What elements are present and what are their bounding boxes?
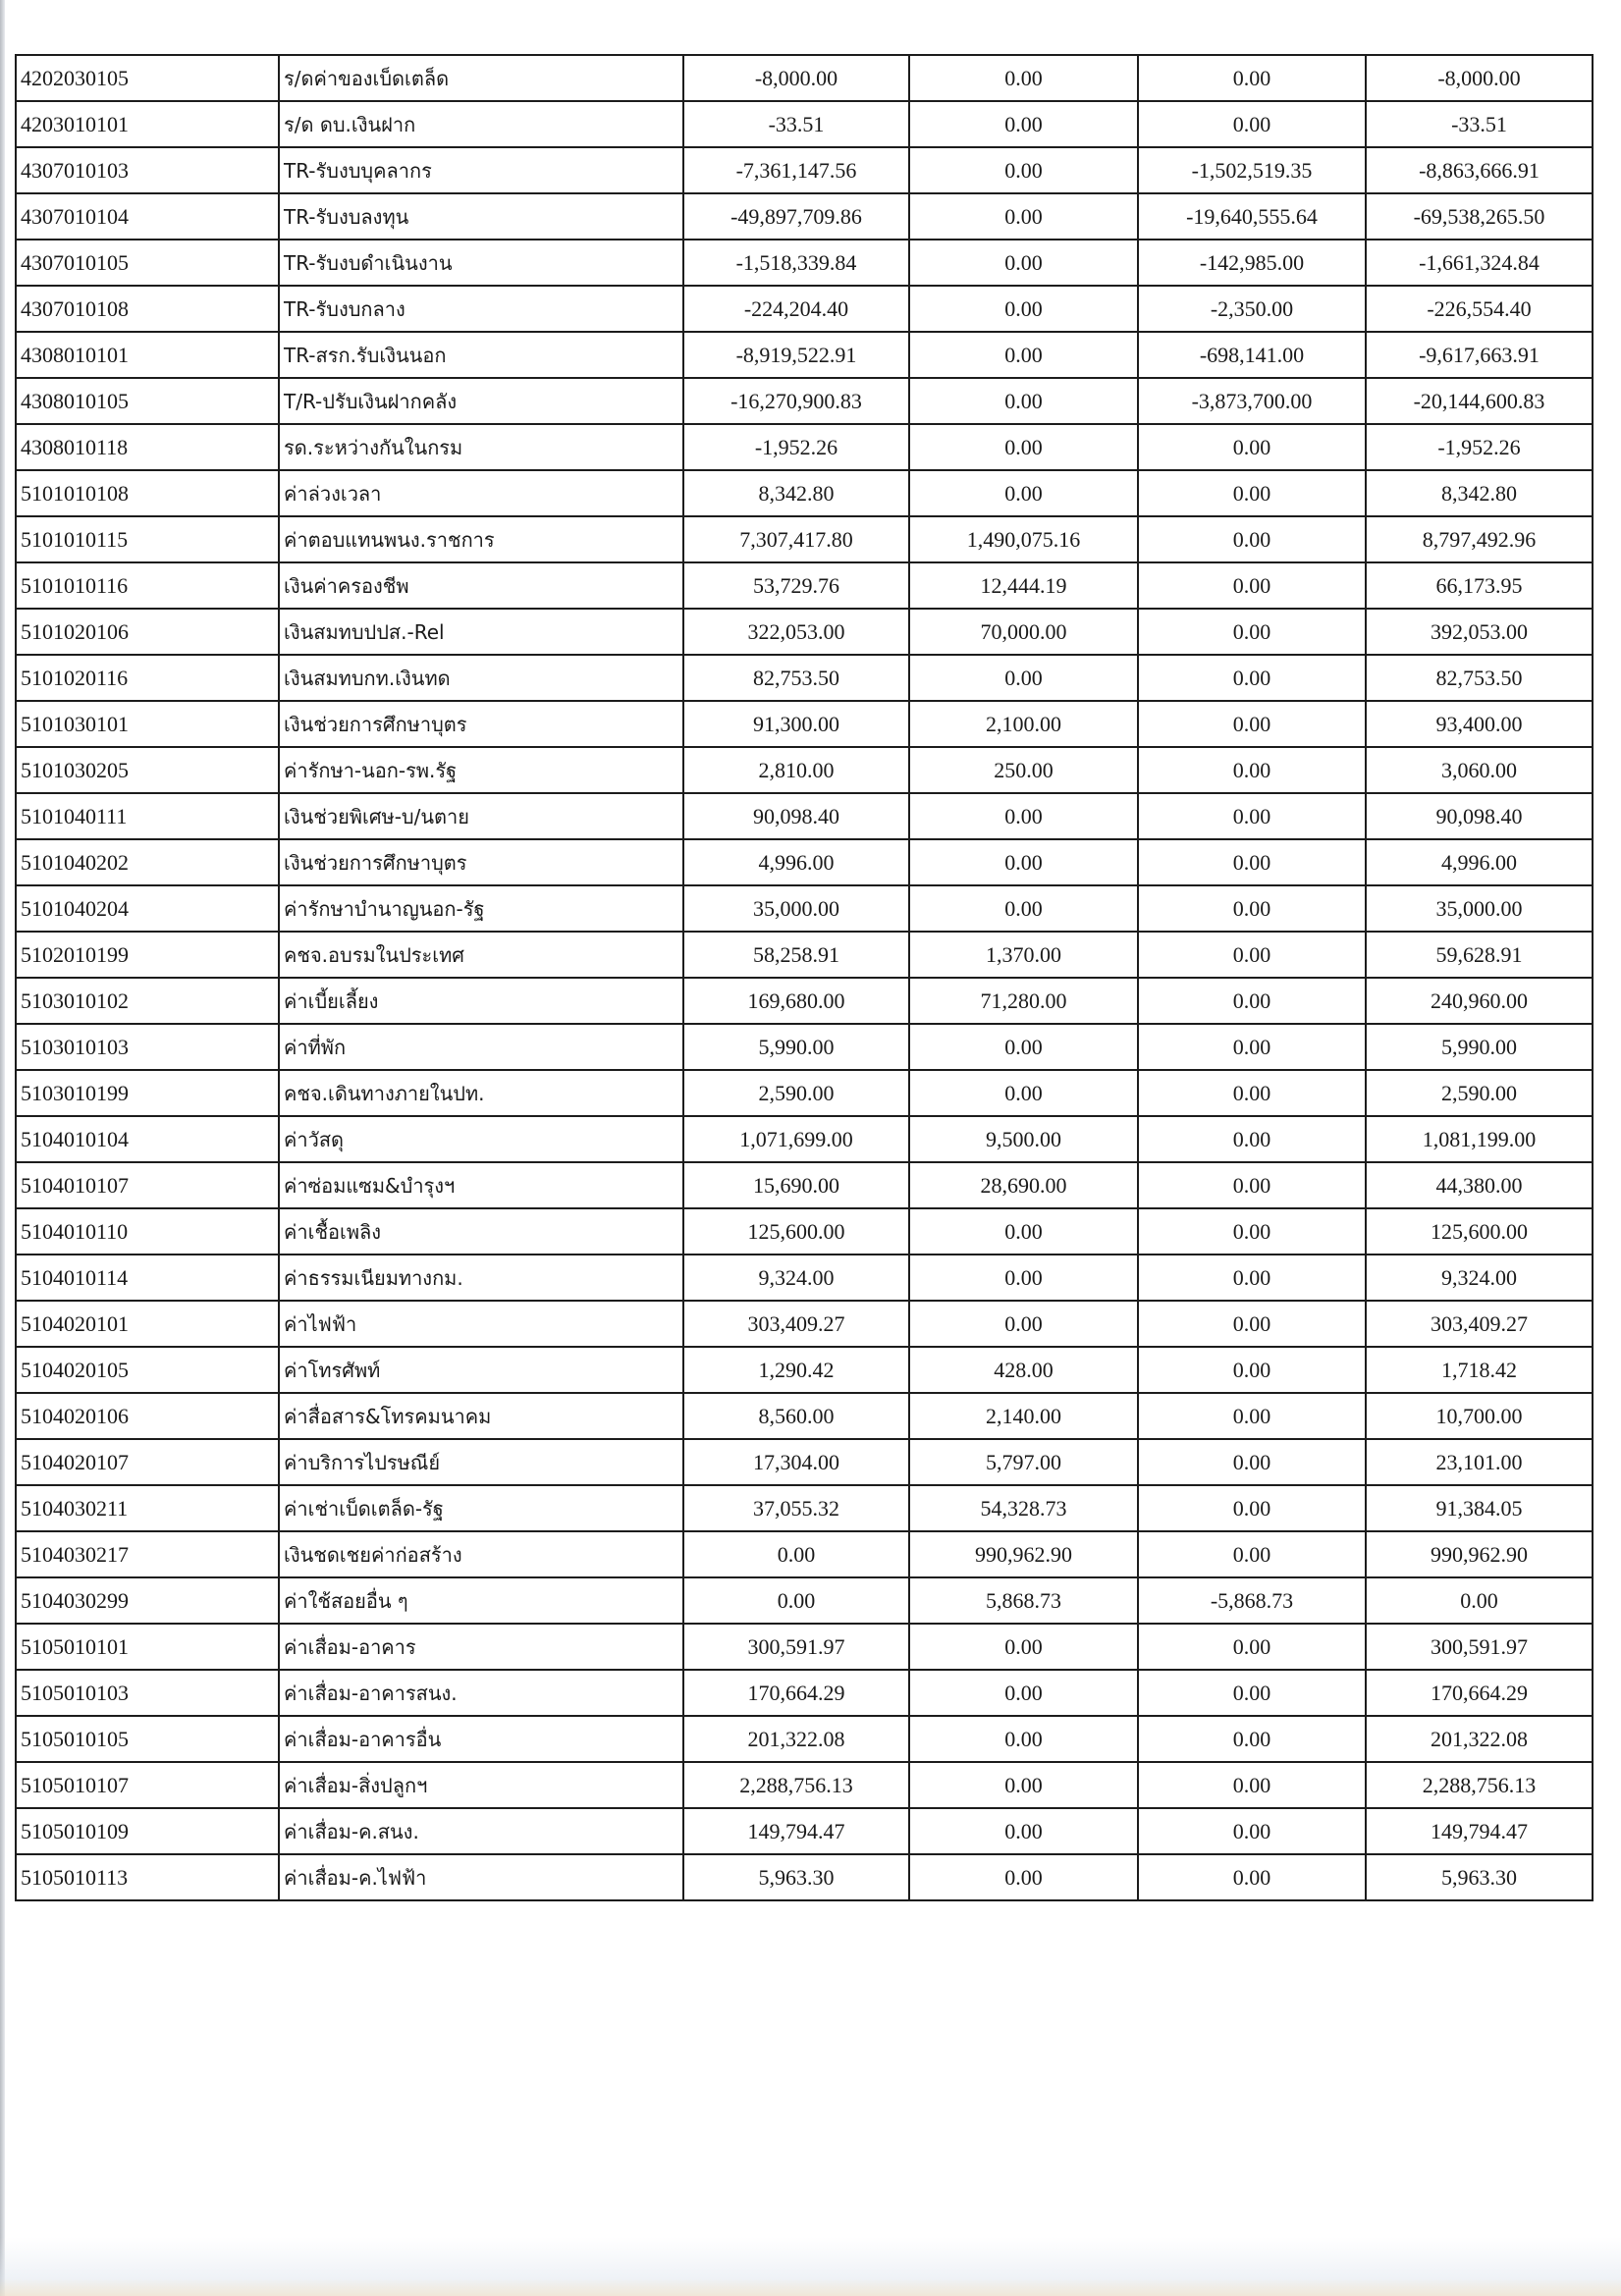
- amount-column-1: 125,600.00: [683, 1208, 909, 1255]
- table-row: [16, 701, 1593, 747]
- amount-column-1: 300,591.97: [683, 1624, 909, 1670]
- scan-bottom-shading: [0, 2237, 1621, 2296]
- amount-column-4: 90,098.40: [1366, 793, 1593, 839]
- account-code: 5103010103: [16, 1024, 279, 1070]
- amount-column-3: -5,868.73: [1138, 1577, 1366, 1624]
- account-description: เงินค่าครองชีพ: [279, 562, 683, 609]
- account-code: 5105010101: [16, 1624, 279, 1670]
- account-code: 5105010113: [16, 1854, 279, 1900]
- account-description: TR-รับงบดำเนินงาน: [279, 240, 683, 286]
- amount-column-4: 990,962.90: [1366, 1531, 1593, 1577]
- amount-column-3: 0.00: [1138, 1762, 1366, 1808]
- amount-column-2: 1,370.00: [909, 932, 1138, 978]
- amount-column-3: 0.00: [1138, 655, 1366, 701]
- account-description: เงินช่วยการศึกษาบุตร: [279, 701, 683, 747]
- amount-column-1: 37,055.32: [683, 1485, 909, 1531]
- amount-column-4: -1,952.26: [1366, 424, 1593, 470]
- amount-column-3: 0.00: [1138, 1854, 1366, 1900]
- table-row: [16, 1301, 1593, 1347]
- amount-column-1: 170,664.29: [683, 1670, 909, 1716]
- account-description: ค่าไฟฟ้า: [279, 1301, 683, 1347]
- table-row: [16, 147, 1593, 193]
- amount-column-3: 0.00: [1138, 424, 1366, 470]
- account-code: 4307010105: [16, 240, 279, 286]
- account-description: คชจ.เดินทางภายในปท.: [279, 1070, 683, 1116]
- amount-column-1: 1,290.42: [683, 1347, 909, 1393]
- account-description: ค่าโทรศัพท์: [279, 1347, 683, 1393]
- amount-column-2: 0.00: [909, 424, 1138, 470]
- amount-column-4: 170,664.29: [1366, 1670, 1593, 1716]
- amount-column-2: 0.00: [909, 55, 1138, 101]
- amount-column-4: -1,661,324.84: [1366, 240, 1593, 286]
- amount-column-1: -8,919,522.91: [683, 332, 909, 378]
- amount-column-1: 35,000.00: [683, 885, 909, 932]
- amount-column-1: 201,322.08: [683, 1716, 909, 1762]
- account-description: เงินสมทบปปส.-Rel: [279, 609, 683, 655]
- amount-column-1: 1,071,699.00: [683, 1116, 909, 1162]
- amount-column-3: 0.00: [1138, 470, 1366, 516]
- table-row: [16, 885, 1593, 932]
- amount-column-3: 0.00: [1138, 1808, 1366, 1854]
- table-row: [16, 378, 1593, 424]
- account-code: 4307010108: [16, 286, 279, 332]
- amount-column-1: 58,258.91: [683, 932, 909, 978]
- account-description: T/R-ปรับเงินฝากคลัง: [279, 378, 683, 424]
- amount-column-4: 5,990.00: [1366, 1024, 1593, 1070]
- amount-column-1: 2,590.00: [683, 1070, 909, 1116]
- amount-column-2: 5,797.00: [909, 1439, 1138, 1485]
- table-row: [16, 470, 1593, 516]
- amount-column-4: -33.51: [1366, 101, 1593, 147]
- amount-column-2: 0.00: [909, 885, 1138, 932]
- amount-column-3: 0.00: [1138, 1070, 1366, 1116]
- amount-column-4: 23,101.00: [1366, 1439, 1593, 1485]
- amount-column-2: 0.00: [909, 286, 1138, 332]
- account-code: 5101040111: [16, 793, 279, 839]
- amount-column-2: 250.00: [909, 747, 1138, 793]
- amount-column-2: 0.00: [909, 1024, 1138, 1070]
- account-code: 4203010101: [16, 101, 279, 147]
- ledger-body: [16, 55, 1593, 1900]
- account-description: ค่าเสื่อม-สิ่งปลูกฯ: [279, 1762, 683, 1808]
- amount-column-4: 9,324.00: [1366, 1255, 1593, 1301]
- amount-column-4: 2,590.00: [1366, 1070, 1593, 1116]
- account-description: เงินสมทบกท.เงินทด: [279, 655, 683, 701]
- amount-column-4: 0.00: [1366, 1577, 1593, 1624]
- account-code: 5101040202: [16, 839, 279, 885]
- amount-column-4: 5,963.30: [1366, 1854, 1593, 1900]
- amount-column-2: 5,868.73: [909, 1577, 1138, 1624]
- account-description: ค่าเสื่อม-อาคาร: [279, 1624, 683, 1670]
- account-description: ค่าที่พัก: [279, 1024, 683, 1070]
- amount-column-1: 2,810.00: [683, 747, 909, 793]
- amount-column-1: -224,204.40: [683, 286, 909, 332]
- amount-column-2: 71,280.00: [909, 978, 1138, 1024]
- account-description: ร/ดค่าของเบ็ดเตล็ด: [279, 55, 683, 101]
- amount-column-1: 7,307,417.80: [683, 516, 909, 562]
- account-code: 5101030101: [16, 701, 279, 747]
- amount-column-4: 35,000.00: [1366, 885, 1593, 932]
- amount-column-3: 0.00: [1138, 978, 1366, 1024]
- account-code: 5104010104: [16, 1116, 279, 1162]
- amount-column-3: 0.00: [1138, 1531, 1366, 1577]
- amount-column-3: 0.00: [1138, 1347, 1366, 1393]
- account-code: 5105010109: [16, 1808, 279, 1854]
- scan-edge-shadow: [0, 0, 5, 2296]
- amount-column-1: 9,324.00: [683, 1255, 909, 1301]
- amount-column-3: 0.00: [1138, 562, 1366, 609]
- account-description: รด.ระหว่างกันในกรม: [279, 424, 683, 470]
- amount-column-2: 2,140.00: [909, 1393, 1138, 1439]
- amount-column-4: 240,960.00: [1366, 978, 1593, 1024]
- account-description: ค่ารักษา-นอก-รพ.รัฐ: [279, 747, 683, 793]
- amount-column-2: 0.00: [909, 1854, 1138, 1900]
- table-row: [16, 424, 1593, 470]
- amount-column-2: 428.00: [909, 1347, 1138, 1393]
- table-row: [16, 1577, 1593, 1624]
- account-code: 4308010118: [16, 424, 279, 470]
- amount-column-2: 0.00: [909, 1762, 1138, 1808]
- account-description: TR-รับงบลงทุน: [279, 193, 683, 240]
- amount-column-2: 0.00: [909, 655, 1138, 701]
- amount-column-4: 125,600.00: [1366, 1208, 1593, 1255]
- amount-column-3: 0.00: [1138, 1670, 1366, 1716]
- table-row: [16, 747, 1593, 793]
- amount-column-3: 0.00: [1138, 1393, 1366, 1439]
- amount-column-4: 3,060.00: [1366, 747, 1593, 793]
- table-row: [16, 516, 1593, 562]
- account-code: 5101010108: [16, 470, 279, 516]
- account-description: เงินช่วยการศึกษาบุตร: [279, 839, 683, 885]
- amount-column-3: 0.00: [1138, 932, 1366, 978]
- amount-column-3: -3,873,700.00: [1138, 378, 1366, 424]
- table-row: [16, 1854, 1593, 1900]
- table-row: [16, 1716, 1593, 1762]
- amount-column-4: 303,409.27: [1366, 1301, 1593, 1347]
- amount-column-2: 0.00: [909, 1624, 1138, 1670]
- amount-column-4: 300,591.97: [1366, 1624, 1593, 1670]
- amount-column-2: 0.00: [909, 240, 1138, 286]
- amount-column-1: -1,518,339.84: [683, 240, 909, 286]
- table-row: [16, 286, 1593, 332]
- amount-column-4: 66,173.95: [1366, 562, 1593, 609]
- account-description: ค่าบริการไปรษณีย์: [279, 1439, 683, 1485]
- account-code: 4307010103: [16, 147, 279, 193]
- account-code: 5104010107: [16, 1162, 279, 1208]
- amount-column-2: 0.00: [909, 332, 1138, 378]
- table-row: [16, 609, 1593, 655]
- account-description: ค่าเบี้ยเลี้ยง: [279, 978, 683, 1024]
- amount-column-2: 0.00: [909, 1255, 1138, 1301]
- account-description: ค่าเชื้อเพลิง: [279, 1208, 683, 1255]
- account-code: 5101020106: [16, 609, 279, 655]
- account-code: 5103010199: [16, 1070, 279, 1116]
- amount-column-4: -9,617,663.91: [1366, 332, 1593, 378]
- amount-column-1: 91,300.00: [683, 701, 909, 747]
- table-row: [16, 101, 1593, 147]
- table-row: [16, 655, 1593, 701]
- account-description: ค่าวัสดุ: [279, 1116, 683, 1162]
- account-code: 5103010102: [16, 978, 279, 1024]
- table-row: [16, 1670, 1593, 1716]
- table-row: [16, 1485, 1593, 1531]
- amount-column-2: 28,690.00: [909, 1162, 1138, 1208]
- amount-column-4: 59,628.91: [1366, 932, 1593, 978]
- amount-column-2: 0.00: [909, 378, 1138, 424]
- amount-column-3: 0.00: [1138, 1439, 1366, 1485]
- account-description: ค่าซ่อมแซม&บำรุงฯ: [279, 1162, 683, 1208]
- account-code: 5104030299: [16, 1577, 279, 1624]
- account-code: 4202030105: [16, 55, 279, 101]
- amount-column-3: 0.00: [1138, 1116, 1366, 1162]
- table-row: [16, 332, 1593, 378]
- table-row: [16, 1347, 1593, 1393]
- amount-column-2: 0.00: [909, 193, 1138, 240]
- table-row: [16, 240, 1593, 286]
- table-row: [16, 1116, 1593, 1162]
- amount-column-1: 8,342.80: [683, 470, 909, 516]
- amount-column-2: 54,328.73: [909, 1485, 1138, 1531]
- table-row: [16, 1624, 1593, 1670]
- amount-column-3: 0.00: [1138, 1208, 1366, 1255]
- amount-column-3: 0.00: [1138, 1255, 1366, 1301]
- account-description: ร/ด ดบ.เงินฝาก: [279, 101, 683, 147]
- table-row: [16, 55, 1593, 101]
- amount-column-2: 2,100.00: [909, 701, 1138, 747]
- account-code: 5104020105: [16, 1347, 279, 1393]
- amount-column-4: 1,081,199.00: [1366, 1116, 1593, 1162]
- amount-column-3: 0.00: [1138, 793, 1366, 839]
- amount-column-1: 5,990.00: [683, 1024, 909, 1070]
- table-row: [16, 1162, 1593, 1208]
- account-description: เงินชดเชยค่าก่อสร้าง: [279, 1531, 683, 1577]
- account-code: 5105010103: [16, 1670, 279, 1716]
- amount-column-4: 149,794.47: [1366, 1808, 1593, 1854]
- amount-column-3: -2,350.00: [1138, 286, 1366, 332]
- table-row: [16, 978, 1593, 1024]
- account-code: 5104020101: [16, 1301, 279, 1347]
- amount-column-1: 17,304.00: [683, 1439, 909, 1485]
- account-description: ค่าธรรมเนียมทางกม.: [279, 1255, 683, 1301]
- amount-column-2: 12,444.19: [909, 562, 1138, 609]
- amount-column-2: 9,500.00: [909, 1116, 1138, 1162]
- amount-column-2: 0.00: [909, 101, 1138, 147]
- account-description: คชจ.อบรมในประเทศ: [279, 932, 683, 978]
- account-description: เงินช่วยพิเศษ-บ/นตาย: [279, 793, 683, 839]
- amount-column-1: 149,794.47: [683, 1808, 909, 1854]
- account-description: ค่าเสื่อม-อาคารอื่น: [279, 1716, 683, 1762]
- amount-column-3: 0.00: [1138, 1624, 1366, 1670]
- account-description: ค่าสื่อสาร&โทรคมนาคม: [279, 1393, 683, 1439]
- amount-column-1: 303,409.27: [683, 1301, 909, 1347]
- amount-column-4: 91,384.05: [1366, 1485, 1593, 1531]
- amount-column-4: -8,863,666.91: [1366, 147, 1593, 193]
- table-row: [16, 793, 1593, 839]
- amount-column-2: 1,490,075.16: [909, 516, 1138, 562]
- amount-column-1: 90,098.40: [683, 793, 909, 839]
- amount-column-1: 5,963.30: [683, 1854, 909, 1900]
- amount-column-2: 70,000.00: [909, 609, 1138, 655]
- account-description: ค่าเสื่อม-ค.สนง.: [279, 1808, 683, 1854]
- amount-column-3: 0.00: [1138, 55, 1366, 101]
- table-row: [16, 1531, 1593, 1577]
- amount-column-4: 10,700.00: [1366, 1393, 1593, 1439]
- amount-column-4: 82,753.50: [1366, 655, 1593, 701]
- amount-column-4: 8,342.80: [1366, 470, 1593, 516]
- amount-column-2: 0.00: [909, 147, 1138, 193]
- amount-column-1: 8,560.00: [683, 1393, 909, 1439]
- amount-column-2: 0.00: [909, 1808, 1138, 1854]
- account-code: 5101030205: [16, 747, 279, 793]
- account-description: ค่าเสื่อม-ค.ไฟฟ้า: [279, 1854, 683, 1900]
- account-description: ค่าใช้สอยอื่น ๆ: [279, 1577, 683, 1624]
- table-row: [16, 1255, 1593, 1301]
- amount-column-2: 0.00: [909, 470, 1138, 516]
- amount-column-1: -33.51: [683, 101, 909, 147]
- amount-column-3: -19,640,555.64: [1138, 193, 1366, 240]
- amount-column-3: -1,502,519.35: [1138, 147, 1366, 193]
- amount-column-2: 0.00: [909, 1070, 1138, 1116]
- amount-column-2: 0.00: [909, 1670, 1138, 1716]
- account-code: 5104030211: [16, 1485, 279, 1531]
- account-description: TR-รับงบบุคลากร: [279, 147, 683, 193]
- account-code: 5101010115: [16, 516, 279, 562]
- amount-column-3: 0.00: [1138, 747, 1366, 793]
- amount-column-4: 93,400.00: [1366, 701, 1593, 747]
- amount-column-4: -226,554.40: [1366, 286, 1593, 332]
- account-description: ค่าตอบแทนพนง.ราชการ: [279, 516, 683, 562]
- amount-column-1: 53,729.76: [683, 562, 909, 609]
- amount-column-1: 0.00: [683, 1577, 909, 1624]
- account-description: ค่าล่วงเวลา: [279, 470, 683, 516]
- amount-column-1: 2,288,756.13: [683, 1762, 909, 1808]
- amount-column-4: 1,718.42: [1366, 1347, 1593, 1393]
- amount-column-3: 0.00: [1138, 1301, 1366, 1347]
- amount-column-4: 8,797,492.96: [1366, 516, 1593, 562]
- table-row: [16, 1208, 1593, 1255]
- amount-column-1: -8,000.00: [683, 55, 909, 101]
- amount-column-4: -20,144,600.83: [1366, 378, 1593, 424]
- account-code: 4308010101: [16, 332, 279, 378]
- amount-column-3: 0.00: [1138, 1485, 1366, 1531]
- ledger-table: [15, 54, 1594, 1901]
- amount-column-2: 0.00: [909, 793, 1138, 839]
- table-row: [16, 932, 1593, 978]
- amount-column-3: 0.00: [1138, 516, 1366, 562]
- table-row: [16, 839, 1593, 885]
- amount-column-1: 82,753.50: [683, 655, 909, 701]
- account-code: 5101040204: [16, 885, 279, 932]
- account-code: 5104020106: [16, 1393, 279, 1439]
- table-row: [16, 1762, 1593, 1808]
- account-code: 5101020116: [16, 655, 279, 701]
- account-code: 5104010114: [16, 1255, 279, 1301]
- account-description: ค่าเช่าเบ็ดเตล็ด-รัฐ: [279, 1485, 683, 1531]
- table-row: [16, 562, 1593, 609]
- account-code: 4308010105: [16, 378, 279, 424]
- account-code: 5105010105: [16, 1716, 279, 1762]
- amount-column-1: 169,680.00: [683, 978, 909, 1024]
- amount-column-3: 0.00: [1138, 885, 1366, 932]
- account-code: 5104030217: [16, 1531, 279, 1577]
- amount-column-1: 0.00: [683, 1531, 909, 1577]
- amount-column-4: 201,322.08: [1366, 1716, 1593, 1762]
- account-code: 5105010107: [16, 1762, 279, 1808]
- amount-column-1: -7,361,147.56: [683, 147, 909, 193]
- amount-column-3: 0.00: [1138, 1716, 1366, 1762]
- amount-column-3: 0.00: [1138, 609, 1366, 655]
- amount-column-1: -16,270,900.83: [683, 378, 909, 424]
- account-description: TR-รับงบกลาง: [279, 286, 683, 332]
- amount-column-3: 0.00: [1138, 1024, 1366, 1070]
- amount-column-1: 322,053.00: [683, 609, 909, 655]
- amount-column-4: 392,053.00: [1366, 609, 1593, 655]
- amount-column-2: 0.00: [909, 839, 1138, 885]
- amount-column-2: 0.00: [909, 1208, 1138, 1255]
- table-row: [16, 1024, 1593, 1070]
- amount-column-4: 2,288,756.13: [1366, 1762, 1593, 1808]
- account-description: ค่าเสื่อม-อาคารสนง.: [279, 1670, 683, 1716]
- amount-column-3: -698,141.00: [1138, 332, 1366, 378]
- account-description: TR-สรก.รับเงินนอก: [279, 332, 683, 378]
- table-row: [16, 1439, 1593, 1485]
- account-code: 5104010110: [16, 1208, 279, 1255]
- amount-column-1: 15,690.00: [683, 1162, 909, 1208]
- amount-column-1: -1,952.26: [683, 424, 909, 470]
- amount-column-2: 990,962.90: [909, 1531, 1138, 1577]
- amount-column-3: 0.00: [1138, 101, 1366, 147]
- account-code: 5101010116: [16, 562, 279, 609]
- amount-column-4: -8,000.00: [1366, 55, 1593, 101]
- account-code: 5102010199: [16, 932, 279, 978]
- amount-column-3: -142,985.00: [1138, 240, 1366, 286]
- amount-column-4: 4,996.00: [1366, 839, 1593, 885]
- amount-column-3: 0.00: [1138, 839, 1366, 885]
- account-code: 5104020107: [16, 1439, 279, 1485]
- table-row: [16, 1808, 1593, 1854]
- amount-column-1: 4,996.00: [683, 839, 909, 885]
- amount-column-3: 0.00: [1138, 701, 1366, 747]
- table-row: [16, 193, 1593, 240]
- table-row: [16, 1070, 1593, 1116]
- table-row: [16, 1393, 1593, 1439]
- account-description: ค่ารักษาบำนาญนอก-รัฐ: [279, 885, 683, 932]
- amount-column-1: -49,897,709.86: [683, 193, 909, 240]
- amount-column-4: 44,380.00: [1366, 1162, 1593, 1208]
- account-code: 4307010104: [16, 193, 279, 240]
- amount-column-4: -69,538,265.50: [1366, 193, 1593, 240]
- amount-column-2: 0.00: [909, 1716, 1138, 1762]
- amount-column-2: 0.00: [909, 1301, 1138, 1347]
- amount-column-3: 0.00: [1138, 1162, 1366, 1208]
